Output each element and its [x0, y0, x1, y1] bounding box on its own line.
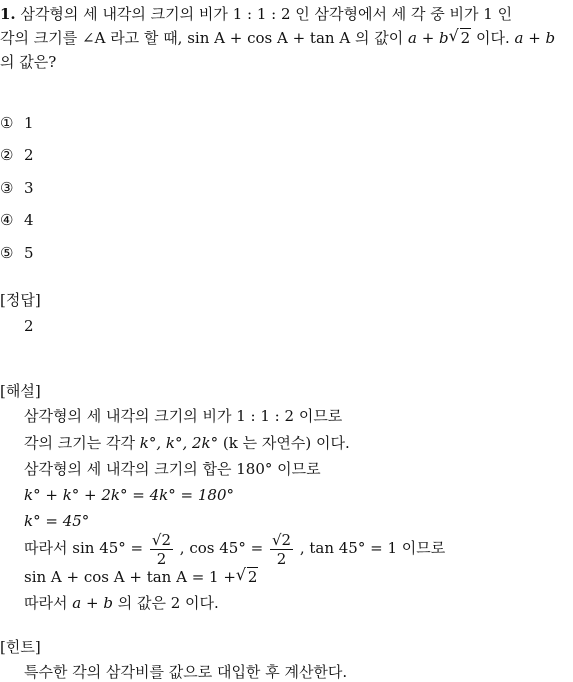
sqrt-symbol: √ 2	[236, 567, 259, 587]
hint-text: 특수한 각의 삼각비를 값으로 대입한 후 계산한다.	[24, 663, 348, 681]
explanation-label: [해설]	[0, 382, 41, 400]
explanation-line-2: 각의 크기는 각각 k°, k°, 2k° (k 는 자연수) 이다.	[24, 434, 350, 452]
question-text: 의 값은?	[0, 53, 57, 71]
choice-mark: ①	[0, 114, 14, 132]
choice-mark: ②	[0, 146, 14, 164]
explanation-line-3: 삼각형의 세 내각의 크기의 합은 180° 이므로	[24, 460, 321, 478]
choice-mark: ④	[0, 211, 14, 229]
answer-value: 2	[24, 317, 34, 335]
choice-2[interactable]	[0, 145, 34, 165]
choice-1[interactable]	[0, 113, 34, 133]
question-text: 각의 크기를	[0, 29, 78, 47]
question-text: 인	[497, 5, 513, 23]
angle-symbol: ∠A	[82, 29, 106, 47]
choice-mark: ③	[0, 179, 14, 197]
question-line-2	[0, 28, 555, 48]
choice-3[interactable]	[0, 178, 34, 198]
choice-value: 5	[24, 244, 34, 262]
explanation-line-1: 삼각형의 세 내각의 크기의 비가 1 : 1 : 2 이므로	[24, 407, 343, 425]
choice-value: 4	[24, 211, 34, 229]
question-line-1	[0, 4, 512, 24]
question-text: 이다.	[475, 29, 510, 47]
sqrt-symbol: √ 2	[449, 28, 472, 48]
hint-label: [힌트]	[0, 638, 41, 656]
question-text: 의 값이	[354, 29, 404, 47]
question-number-one: 1	[483, 5, 493, 23]
choice-5[interactable]	[0, 243, 34, 263]
ratio-text: 1 : 1 : 2	[232, 5, 291, 23]
explanation-line-6: 따라서 sin 45° = $\frac{√2}{2}$ , cos 45° = $\frac{√2}{2}$ , tan 45° = 1 이므로	[24, 530, 446, 568]
choice-value: 3	[24, 179, 34, 197]
question-text: 인 삼각형에서 세 각 중 비가	[295, 5, 479, 23]
explanation-line-4: k° + k° + 2k° = 4k° = 180°	[24, 486, 234, 504]
trig-expression: sin A + cos A + tan A	[187, 29, 351, 47]
question-text: 라고 할 때,	[110, 29, 183, 47]
explanation-line-7: sin A + cos A + tan A = 1 +√ 2	[24, 567, 258, 587]
sum-expression: a + b	[514, 29, 556, 47]
choice-4[interactable]	[0, 210, 34, 230]
explanation-line-8: 따라서 a + b 의 값은 2 이다.	[24, 594, 219, 612]
answer-label: [정답]	[0, 291, 41, 309]
choice-value: 2	[24, 146, 34, 164]
question-text: 삼각형의 세 내각의 크기의 비가	[20, 5, 228, 23]
result-expression: a + b	[407, 29, 449, 47]
question-line-3	[0, 52, 56, 72]
question-number: 1.	[0, 5, 16, 23]
choice-value: 1	[24, 114, 34, 132]
choice-mark: ⑤	[0, 244, 14, 262]
explanation-line-5: k° = 45°	[24, 512, 90, 530]
